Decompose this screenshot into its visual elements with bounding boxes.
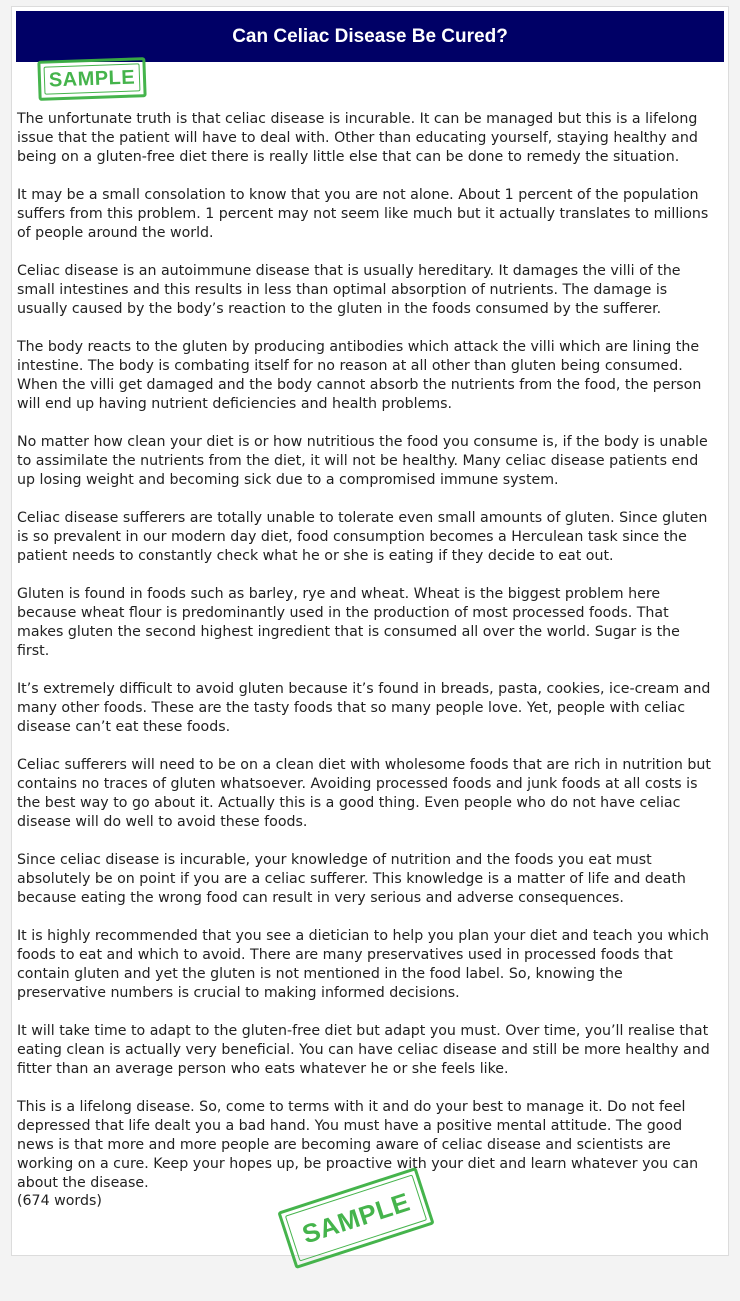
paragraph: Gluten is found in foods such as barley, rye and wheat. Wheat is the biggest problem here because wheat flour is predominantly used in the production of most processed foods. That makes gluten the second highest ingredient that is consumed all over the world. Sugar is the first. (17, 586, 680, 659)
paragraph: It’s extremely difficult to avoid gluten because it’s found in breads, pasta, cookies, ice-cream and many other foods. These are the tasty foods that so many people love. Yet, people with celiac disease can’t eat these foods. (17, 681, 711, 735)
sample-stamp-top (37, 57, 146, 101)
paragraph: The body reacts to the gluten by producing antibodies which attack the villi which are lining the intestine. The body is combating itself for no reason at all other than gluten being consumed. When the villi get damaged and the body cannot absorb the nutrients from the food, the person will end up having nutrient deficiencies and health problems. (17, 339, 702, 412)
paragraph: Celiac sufferers will need to be on a clean diet with wholesome foods that are rich in nutrition but contains no traces of gluten whatsoever. Avoiding processed foods and junk foods at all costs is the best way to go about it. Actually this is a good thing. Even people who do not have celiac disease will do well to avoid these foods. (17, 757, 711, 830)
sample-stamp-bottom-text: SAMPLE (298, 1186, 414, 1249)
paragraph: It is highly recommended that you see a dietician to help you plan your diet and teach you which foods to eat and which to avoid. There are many preservatives used in processed foods that contain gluten and yet the gluten is not mentioned in the food label. So, knowing the preservative numbers is crucial to making informed decisions. (17, 928, 710, 1001)
paragraph: Celiac disease sufferers are totally unable to tolerate even small amounts of gluten. Since gluten is so prevalent in our modern day diet, food consumption becomes a Herculean task since the patient needs to constantly check what he or she is eating if they decide to eat out. (17, 510, 708, 564)
paragraph: No matter how clean your diet is or how nutritious the food you consume is, if the body is unable to assimilate the nutrients from the diet, it will not be healthy. Many celiac disease patients end up losing weight and becoming sick due to a compromised immune system. (17, 434, 708, 488)
article-title: Can Celiac Disease Be Cured? (232, 25, 508, 47)
word-count: (674 words) (17, 1193, 102, 1209)
paragraph: The unfortunate truth is that celiac disease is incurable. It can be managed but this is a lifelong issue that the patient will have to deal with. Other than educating yourself, staying healthy and being on a gluten-free diet there is really little else that can be done to remedy the situation. (17, 111, 698, 165)
paragraph: It will take time to adapt to the gluten-free diet but adapt you must. Over time, you’ll realise that eating clean is actually very beneficial. You can have celiac disease and still be more healthy and fitter than an average person who eats whatever he or she feels like. (17, 1023, 710, 1077)
article-body (17, 110, 714, 1212)
paragraph: Celiac disease is an autoimmune disease that is usually hereditary. It damages the villi of the small intestines and this results in less than optimal absorption of nutrients. The damage is usually caused by the body’s reaction to the gluten in the foods consumed by the sufferer. (17, 263, 681, 317)
paragraph: It may be a small consolation to know that you are not alone. About 1 percent of the population suffers from this problem. 1 percent may not seem like much but it actually translates to millions of people around the world. (17, 187, 709, 241)
title-bar (16, 11, 724, 62)
paragraph: Since celiac disease is incurable, your knowledge of nutrition and the foods you eat must absolutely be on point if you are a celiac sufferer. This knowledge is a matter of life and death because eating the wrong food can result in very serious and adverse consequences. (17, 852, 686, 906)
paragraph: This is a lifelong disease. So, come to terms with it and do your best to manage it. Do not feel depressed that life dealt you a bad hand. You must have a positive mental attitude. The good news is that more and more people are becoming aware of celiac disease and scientists are working on a cure. Keep your hopes up, be proactive with your diet and learn whatever you can about the disease. (17, 1099, 699, 1191)
sample-stamp-top-text: SAMPLE (48, 66, 136, 92)
